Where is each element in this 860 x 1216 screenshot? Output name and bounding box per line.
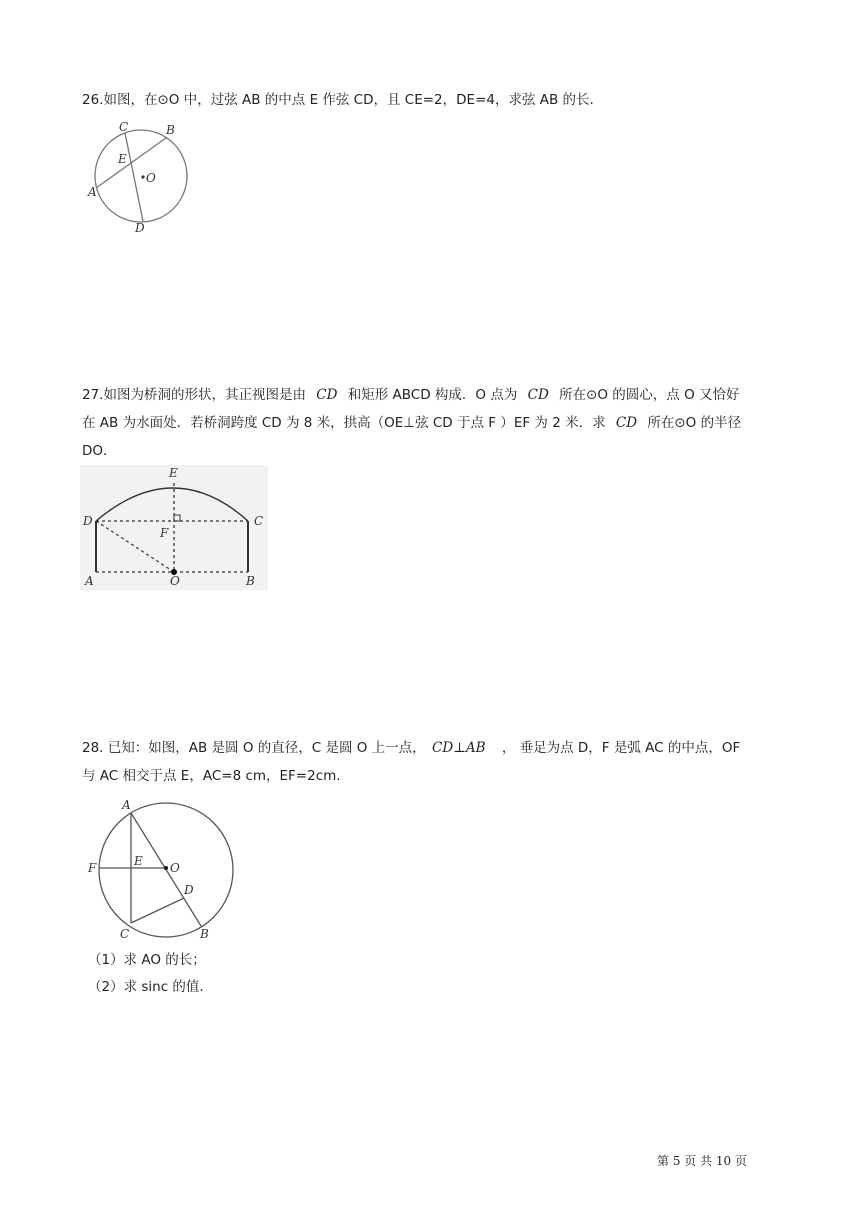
q26-label-a: A bbox=[88, 185, 97, 199]
q26-label-e: E bbox=[118, 152, 127, 166]
q26-chord-cd bbox=[125, 133, 143, 221]
q26-label-b: B bbox=[166, 123, 175, 137]
q28-line1 bbox=[82, 736, 740, 756]
q28-line1-a: 28. 已知：如图，AB 是圆 O 的直径，C 是圆 O 上一点， bbox=[82, 740, 426, 756]
q28-line1-b: ， 垂足为点 D，F 是弧 AC 的中点，OF bbox=[501, 740, 741, 756]
q28-label-e: E bbox=[134, 854, 143, 868]
q27-arc-cd-3: CD bbox=[615, 415, 638, 431]
q28-figure bbox=[84, 795, 244, 945]
q28-label-f: F bbox=[88, 861, 97, 875]
q28-line2: 与 AC 相交于点 E，AC=8 cm，EF=2cm. bbox=[82, 768, 341, 784]
q27-line2 bbox=[82, 411, 741, 431]
q27-line1-a: 27.如图为桥洞的形状，其正视图是由 bbox=[82, 387, 306, 403]
q26-label-c: C bbox=[119, 120, 129, 134]
q26-center-dot bbox=[141, 175, 144, 178]
q27-label-f: F bbox=[160, 526, 169, 540]
q27-label-a: A bbox=[85, 574, 94, 588]
q27-label-d: D bbox=[83, 514, 93, 528]
q28-label-a: A bbox=[122, 798, 131, 812]
q28-center-dot bbox=[164, 866, 168, 870]
q27-line1 bbox=[82, 383, 740, 403]
q26-figure bbox=[84, 118, 196, 238]
q27-line1-c: 所在⊙O 的圆心，点 O 又恰好 bbox=[559, 387, 740, 403]
q27-label-c: C bbox=[254, 514, 264, 528]
q27-figure bbox=[80, 465, 268, 590]
q27-line2-b: 所在⊙O 的半径 bbox=[647, 415, 742, 431]
q27-line1-b: 和矩形 ABCD 构成．O 点为 bbox=[347, 387, 518, 403]
q27-label-e: E bbox=[169, 466, 178, 480]
q26-label-d: D bbox=[135, 221, 145, 235]
q27-line2-a: 在 AB 为水面处．若桥洞跨度 CD 为 8 米，拱高（OE⊥弦 CD 于点 F ）EF 为 2 米．求 bbox=[82, 415, 606, 431]
q28-sub2: （2）求 sinc 的值. bbox=[88, 979, 204, 995]
q28-math-cd-perp-ab: CD⊥AB bbox=[431, 740, 486, 756]
q27-label-b: B bbox=[246, 574, 255, 588]
page-footer: 第 5 页 共 10 页 bbox=[657, 1154, 747, 1168]
q28-segment-cd bbox=[131, 898, 184, 923]
q28-label-o: O bbox=[170, 861, 180, 875]
q28-label-b: B bbox=[200, 927, 209, 941]
q28-sub1: （1）求 AO 的长； bbox=[88, 952, 206, 968]
q28-label-c: C bbox=[120, 927, 130, 941]
q27-label-o: O bbox=[170, 574, 180, 588]
q26-text: 26.如图，在⊙O 中，过弦 AB 的中点 E 作弦 CD，且 CE=2，DE=4，求弦 AB 的长. bbox=[82, 92, 594, 108]
q27-arc-cd-1: CD bbox=[316, 387, 338, 403]
q26-label-o: O bbox=[146, 171, 156, 185]
q27-arc-cd-2: CD bbox=[527, 387, 549, 403]
q27-line3: DO． bbox=[82, 443, 117, 459]
q28-label-d: D bbox=[184, 883, 194, 897]
